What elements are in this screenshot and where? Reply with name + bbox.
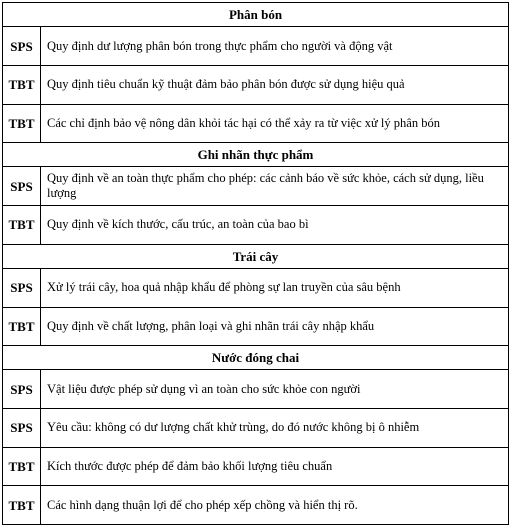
table-row: [3, 206, 509, 245]
measure-code: TBT: [3, 65, 41, 104]
section-header-row: [3, 143, 509, 167]
measure-description: Kích thước được phép để đảm bảo khối lượng tiêu chuẩn: [41, 447, 509, 486]
measure-code: TBT: [3, 206, 41, 245]
section-header-row: [3, 346, 509, 370]
table-row: [3, 27, 509, 66]
table-row: [3, 307, 509, 346]
section-title: Trái cây: [3, 244, 509, 268]
section-title: Ghi nhãn thực phẩm: [3, 143, 509, 167]
table-row: [3, 370, 509, 409]
measure-code: SPS: [3, 409, 41, 448]
measure-description: Quy định về kích thước, cấu trúc, an toàn của bao bì: [41, 206, 509, 245]
section-header-row: [3, 244, 509, 268]
table-row: [3, 409, 509, 448]
section-header-row: [3, 3, 509, 27]
section-title: Phân bón: [3, 3, 509, 27]
measure-description: Các hình dạng thuận lợi để cho phép xếp chồng và hiển thị rõ.: [41, 486, 509, 525]
measure-description: Quy định tiêu chuẩn kỹ thuật đảm bảo phân bón được sử dụng hiệu quả: [41, 65, 509, 104]
measure-code: SPS: [3, 167, 41, 206]
measure-code: SPS: [3, 27, 41, 66]
table-row: [3, 104, 509, 143]
table-row: [3, 447, 509, 486]
measure-code: TBT: [3, 307, 41, 346]
measure-description: Xử lý trái cây, hoa quả nhập khẩu để phòng sự lan truyền của sâu bệnh: [41, 268, 509, 307]
table-row: [3, 167, 509, 206]
section-title: Nước đóng chai: [3, 346, 509, 370]
measure-code: SPS: [3, 370, 41, 409]
measure-code: TBT: [3, 486, 41, 525]
table-row: [3, 486, 509, 525]
measure-code: TBT: [3, 104, 41, 143]
measure-description: Các chỉ định bảo vệ nông dân khỏi tác hại có thể xảy ra từ việc xử lý phân bón: [41, 104, 509, 143]
table-row: [3, 65, 509, 104]
table-row: [3, 268, 509, 307]
measure-description: Quy định về chất lượng, phân loại và ghi nhãn trái cây nhập khẩu: [41, 307, 509, 346]
measure-code: SPS: [3, 268, 41, 307]
measure-description: Yêu cầu: không có dư lượng chất khử trùng, do đó nước không bị ô nhiễm: [41, 409, 509, 448]
measure-description: Quy định dư lượng phân bón trong thực phẩm cho người và động vật: [41, 27, 509, 66]
measure-code: TBT: [3, 447, 41, 486]
measure-description: Vật liệu được phép sử dụng vì an toàn cho sức khỏe con người: [41, 370, 509, 409]
measure-description: Quy định về an toàn thực phẩm cho phép: các cảnh báo về sức khỏe, cách sử dụng, liều lượng: [41, 167, 509, 206]
regulations-table: [2, 2, 509, 525]
